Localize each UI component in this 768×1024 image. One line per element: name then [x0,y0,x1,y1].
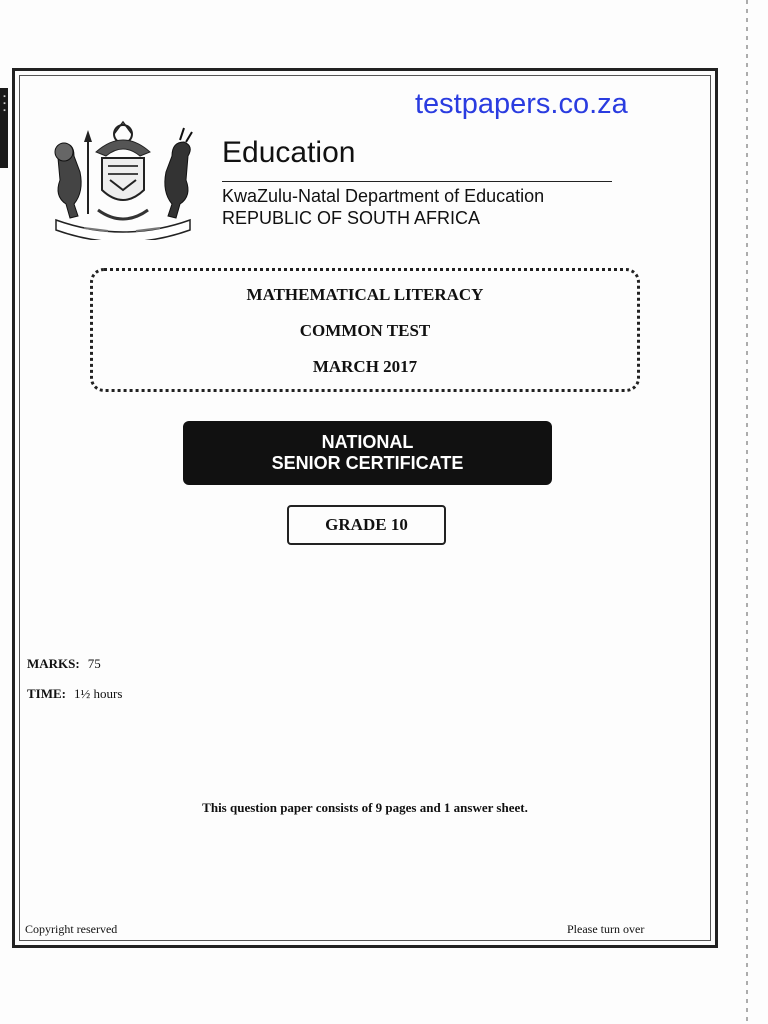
grade-box: GRADE 10 [287,505,446,545]
certificate-line-2: SENIOR CERTIFICATE [271,453,464,473]
department-name [222,185,544,229]
time-label: TIME: [27,686,66,701]
binding-tab: ▪▪▪ [0,88,8,168]
turn-over-footer: Please turn over [567,922,645,936]
pages-note: This question paper consists of 9 pages and 1 answer sheet. [202,800,528,815]
certificate-line-1: NATIONAL [321,432,414,452]
certificate-banner [183,421,552,485]
header-divider [222,181,612,182]
department-line-1: KwaZulu-Natal Department of Education [222,186,545,206]
department-line-2: REPUBLIC OF SOUTH AFRICA [222,208,481,228]
marks-value: 75 [87,656,101,671]
time-value: 1½ hours [74,686,123,701]
department-title: Education [222,136,356,169]
scan-edge [746,0,748,1024]
test-date: MARCH 2017 [312,357,418,376]
marks-label: MARKS: [27,656,80,671]
time-row [27,686,122,702]
subject-box [90,268,640,392]
test-name: COMMON TEST [299,321,431,340]
subject-title: MATHEMATICAL LITERACY [246,285,484,304]
marks-row [27,656,101,672]
copyright-footer: Copyright reserved [25,922,118,936]
coat-of-arms-icon [44,118,202,240]
watermark-link[interactable]: testpapers.co.za [415,88,628,120]
